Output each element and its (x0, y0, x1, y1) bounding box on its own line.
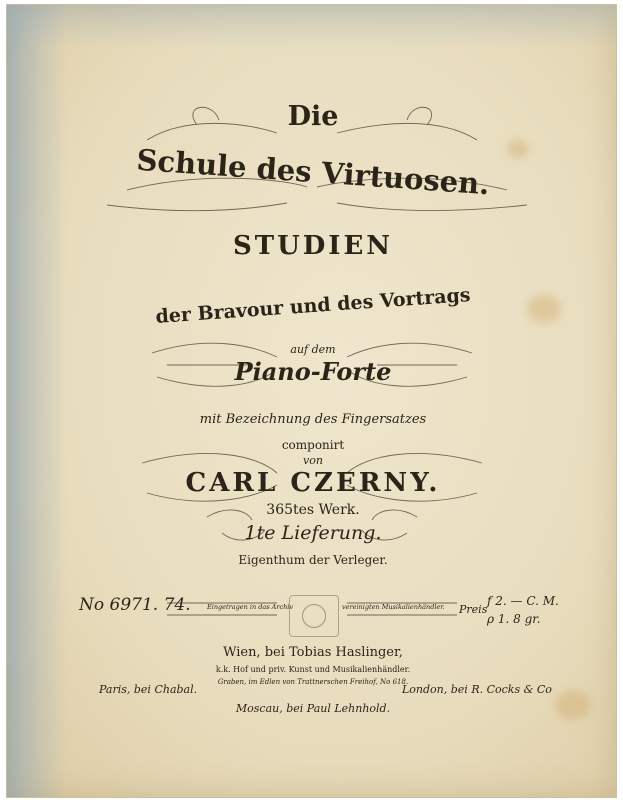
subtitle: der Bravour und des Vortrags (154, 284, 472, 328)
componirt: componirt (281, 438, 345, 452)
publisher-sub: k.k. Hof und priv. Kunst und Musikalienhändler. (215, 665, 411, 674)
moscow-agent: Moscau, bei Paul Lehnhold. (235, 702, 391, 715)
von: von (303, 454, 323, 467)
composer-name: CARL CZERNY. (185, 468, 441, 498)
publisher-note: Graben, im Edlen von Trattnerschen Freihof, No 618. (217, 678, 409, 686)
deposit-note-right: vereinigten Musikalienhändler. (342, 603, 445, 611)
auf-dem: auf dem (290, 343, 336, 356)
title-main: Schule des Virtuosen. (135, 142, 491, 202)
title-page (6, 4, 617, 798)
publisher: Wien, bei Tobias Haslinger, (223, 645, 403, 660)
emblem-stamp (289, 595, 339, 637)
instrument: Piano-Forte (234, 357, 392, 386)
price-line-1: f 2. — C. M. (487, 594, 559, 608)
lieferung: 1te Lieferung. (244, 522, 382, 544)
price-line-2: ρ 1. 8 gr. (487, 612, 541, 626)
eigenthum: Eigenthum der Verleger. (238, 553, 388, 567)
studien-heading: STUDIEN (232, 231, 394, 261)
fingering-note: mit Bezeichnung des Fingersatzes (199, 412, 427, 427)
plate-number: No 6971. 74. (79, 595, 191, 615)
deposit-note-left: Eingetragen in das Archiv (207, 603, 294, 611)
opus-number: 365tes Werk. (266, 502, 360, 518)
emblem-ring (302, 604, 326, 628)
london-agent: London, bei R. Cocks & Co (402, 683, 552, 696)
paris-agent: Paris, bei Chabal. (99, 683, 198, 696)
price-label: Preis (459, 603, 488, 616)
title-die: Die (287, 101, 339, 132)
